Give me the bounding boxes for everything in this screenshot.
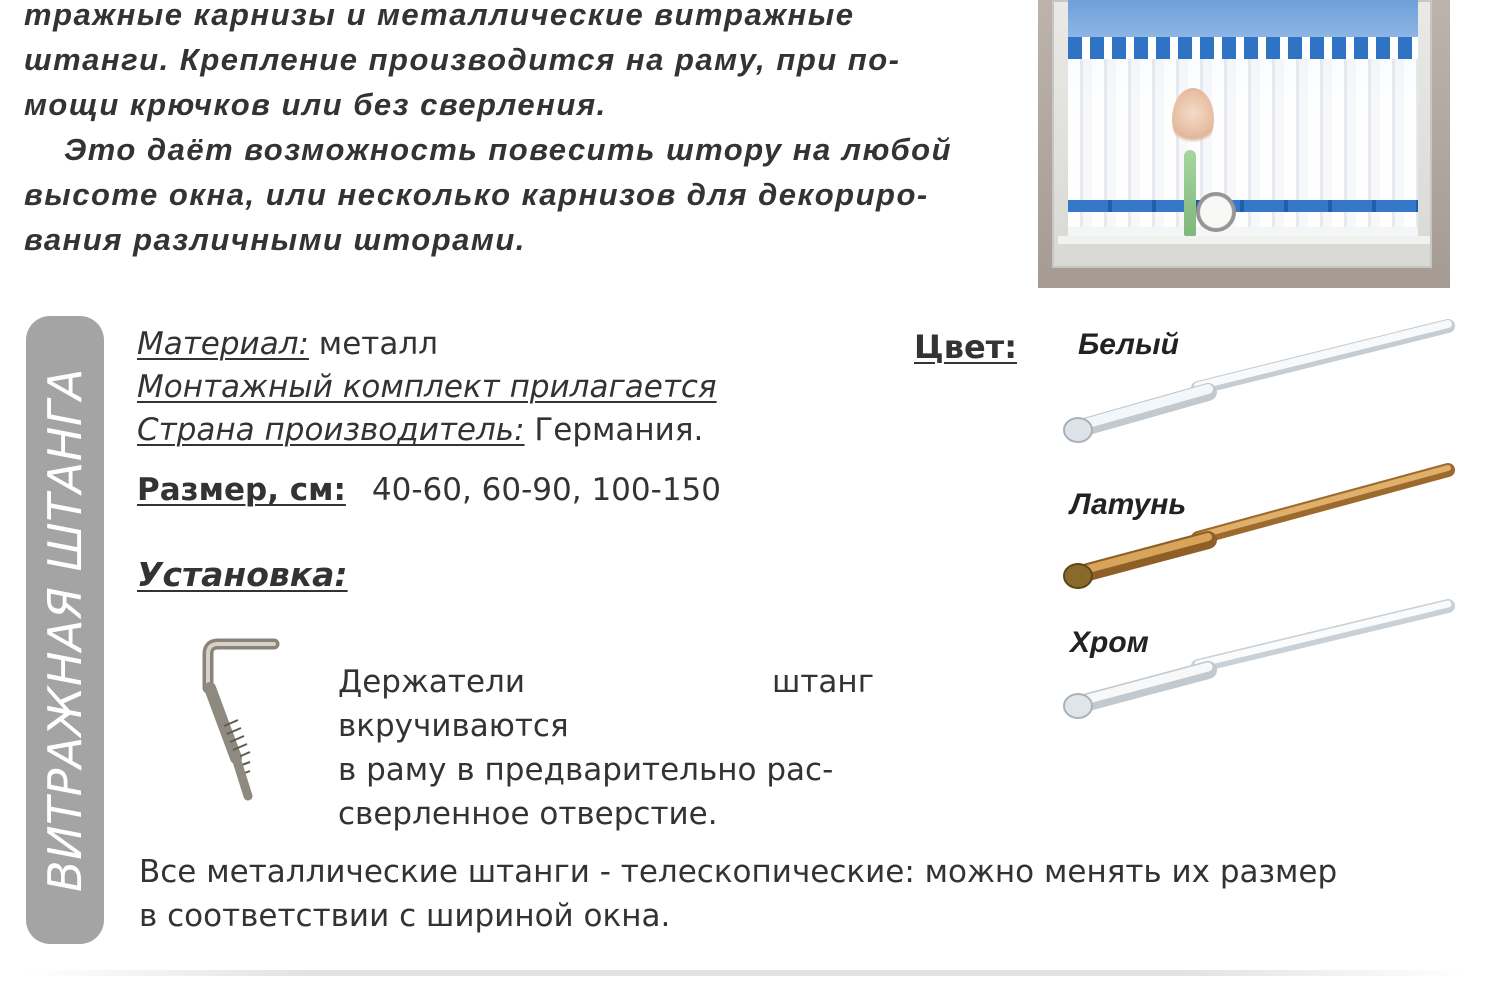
section-side-tab [26, 316, 104, 944]
footer-line: в соответствии с шириной окна. [139, 898, 671, 934]
kit-label: Монтажный комплект прилагается [137, 369, 717, 405]
intro-line: вания различными шторами. [24, 222, 526, 257]
brass-rod-image [1058, 454, 1458, 594]
section-side-label: ВИТРАЖНАЯ ШТАНГА [38, 368, 92, 892]
chrome-rod-image [1058, 590, 1458, 730]
footer-note [139, 850, 1379, 938]
install-text [338, 660, 874, 836]
intro-line: высоте окна, или несколько карнизов для декориро- [24, 177, 929, 212]
country-value: Германия. [524, 412, 704, 448]
size-row [137, 472, 721, 508]
window-sill [1058, 236, 1430, 244]
clock [1196, 192, 1236, 232]
material-value: металл [308, 326, 438, 362]
install-title: Установка: [137, 555, 348, 594]
intro-line: Это даёт возможность повесить штору на любой [64, 132, 953, 167]
white-rod-image [1058, 312, 1458, 452]
intro-text [24, 0, 1034, 262]
color-name-white: Белый [1078, 328, 1179, 361]
material-label: Материал: [137, 326, 309, 362]
screw-hook-icon [190, 628, 290, 808]
intro-line: мощи крючков или без сверления. [24, 87, 607, 122]
curtain-tabs [1068, 37, 1418, 59]
install-line: в раму в предварительно рас- [338, 752, 834, 788]
flower [1172, 88, 1214, 150]
bottom-divider [26, 970, 1466, 976]
intro-line: тражные карнизы и металлические витражные [24, 0, 855, 32]
vase [1184, 150, 1196, 236]
material-row [137, 326, 438, 362]
color-name-brass: Латунь [1070, 488, 1187, 521]
intro-line: штанги. Крепление производится на раму, при по- [24, 42, 901, 77]
size-label: Размер, см: [137, 472, 346, 508]
country-row [137, 412, 703, 448]
install-line: сверленное отверстие. [338, 796, 718, 832]
install-line: Держатели штанг вкручиваются [338, 664, 874, 744]
footer-line: Все металлические штанги - телескопические: можно менять их размер [139, 854, 1338, 890]
curtain-hem [1068, 200, 1418, 212]
kit-row [137, 369, 717, 405]
window-curtain-photo [1038, 0, 1450, 288]
color-title: Цвет: [914, 328, 1017, 366]
curtain [1068, 37, 1418, 227]
size-value: 40-60, 60-90, 100-150 [371, 472, 721, 508]
color-name-chrome: Хром [1070, 626, 1149, 659]
country-label: Страна производитель: [137, 412, 525, 448]
